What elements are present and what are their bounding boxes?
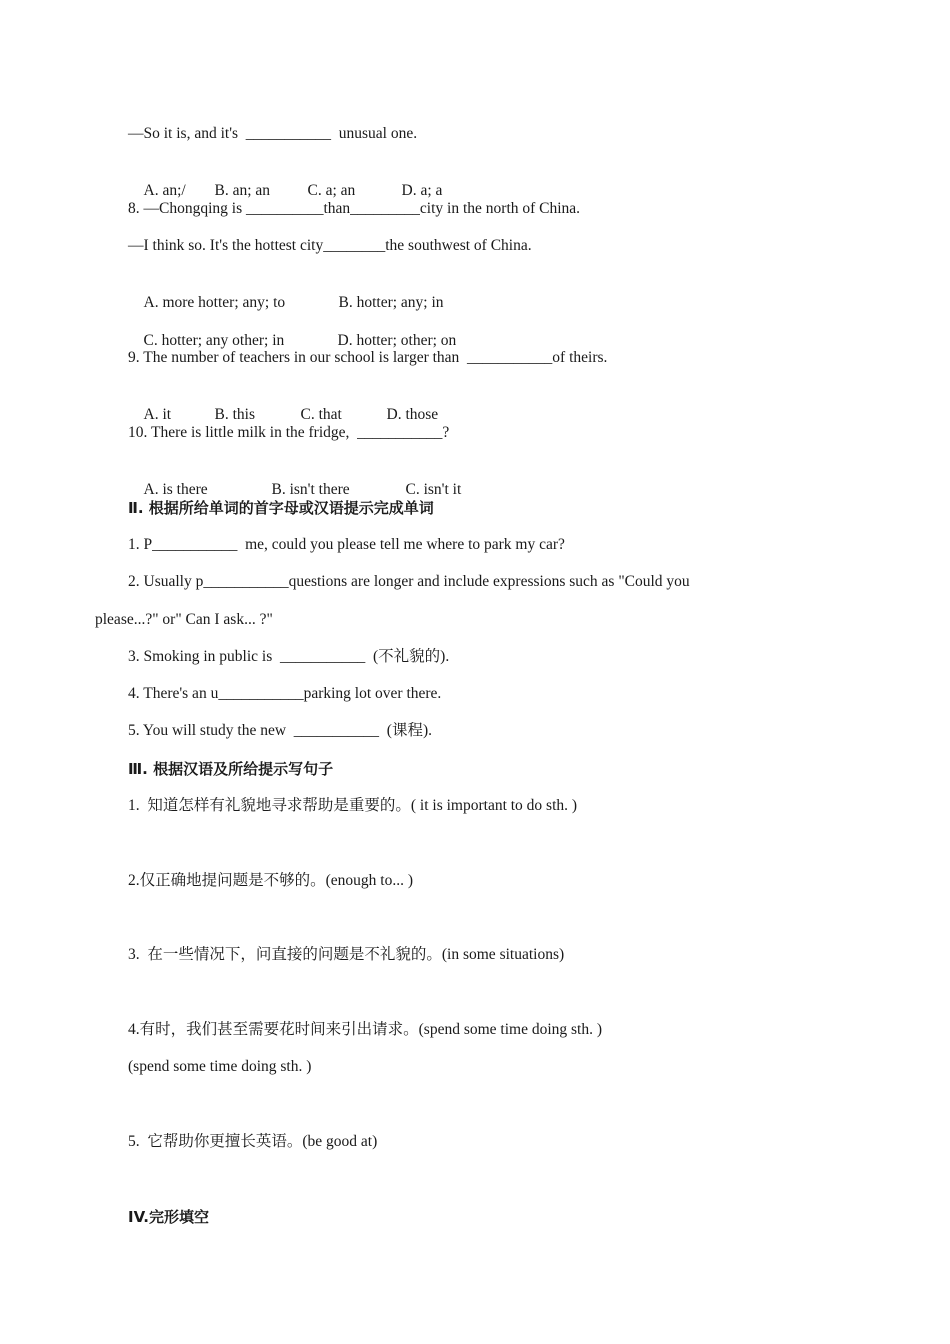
option-c: C. isn't it xyxy=(405,481,462,498)
option-a: A. is there xyxy=(143,481,208,498)
option-d: D. those xyxy=(386,406,439,423)
section-2-question-5: 5. You will study the new ___________ (课程). xyxy=(128,722,432,739)
option-a: A. more hotter; any; to xyxy=(143,294,286,311)
question-8: 8. —Chongqing is __________than_________city in the north of China. xyxy=(128,200,581,217)
section-3-question-4-hint: (spend some time doing sth. ) xyxy=(128,1058,312,1075)
section-2-question-1: 1. P___________ me, could you please tell me where to park my car? xyxy=(128,536,565,553)
section-4-heading: IV.完形填空 xyxy=(128,1208,209,1226)
option-c: C. a; an xyxy=(307,182,356,199)
section-2-heading: Ⅱ. 根据所给单词的首字母或汉语提示完成单词 xyxy=(128,499,434,517)
option-b: B. an; an xyxy=(214,182,271,199)
section-2-question-2: 2. Usually p___________questions are longer and include expressions such as "Could you xyxy=(128,573,690,590)
option-b: B. isn't there xyxy=(271,481,350,498)
option-a: A. an;/ xyxy=(143,182,186,199)
option-d: D. a; a xyxy=(401,182,443,199)
option-a: A. it xyxy=(143,406,172,423)
section-3-question-5: 5. 它帮助你更擅长英语。(be good at) xyxy=(128,1133,378,1150)
section-2-question-2-continued: please...?" or" Can I ask... ?" xyxy=(95,611,273,628)
section-2-question-3: 3. Smoking in public is ___________ (不礼貌的). xyxy=(128,648,450,665)
section-3-heading: Ⅲ. 根据汉语及所给提示写句子 xyxy=(128,760,334,778)
section-2-question-4: 4. There's an u___________parking lot over there. xyxy=(128,685,442,702)
question-8-answer-line: —I think so. It's the hottest city________the southwest of China. xyxy=(128,237,532,254)
option-b: B. hotter; any; in xyxy=(338,294,444,311)
question-7-answer-line: —So it is, and it's ___________ unusual one. xyxy=(128,125,418,142)
option-d: D. hotter; other; on xyxy=(337,332,457,349)
section-3-question-4: 4.有时，我们甚至需要花时间来引出请求。(spend some time doing sth. ) xyxy=(128,1021,603,1038)
option-b: B. this xyxy=(214,406,255,423)
question-10: 10. There is little milk in the fridge, ___________? xyxy=(128,424,450,441)
option-c: C. that xyxy=(300,406,342,423)
section-3-question-2: 2.仅正确地提问题是不够的。(enough to... ) xyxy=(128,872,414,889)
option-c: C. hotter; any other; in xyxy=(143,332,285,349)
section-3-question-1: 1. 知道怎样有礼貌地寻求帮助是重要的。( it is important to do sth. ) xyxy=(128,797,578,814)
section-3-question-3: 3. 在一些情况下，问直接的问题是不礼貌的。(in some situations) xyxy=(128,946,565,963)
question-9: 9. The number of teachers in our school is larger than ___________of theirs. xyxy=(128,349,608,366)
